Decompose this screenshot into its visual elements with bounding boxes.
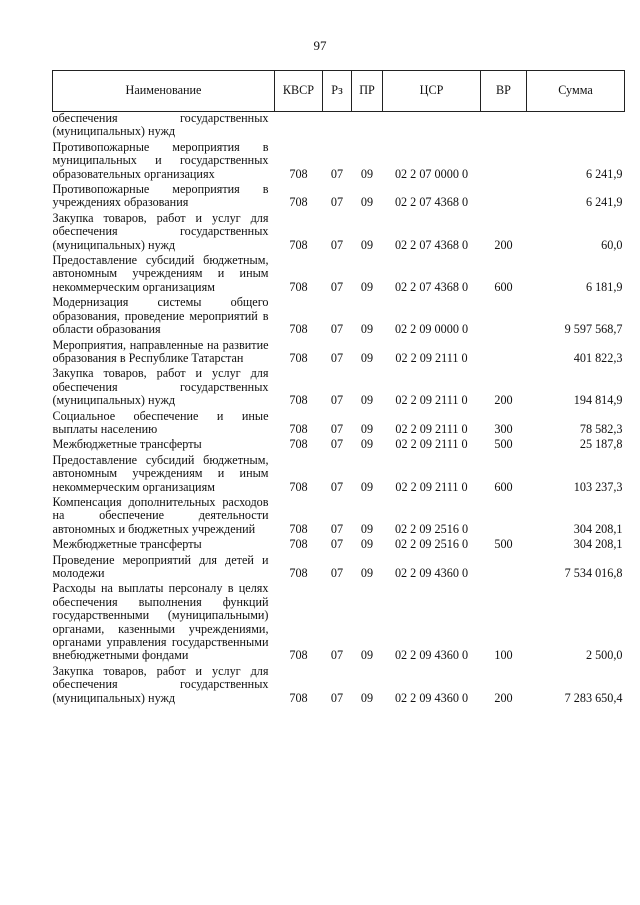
- cell-pr: 09: [360, 566, 374, 580]
- table-row: [53, 112, 625, 140]
- cell-sum: 401 822,3: [573, 350, 623, 365]
- cell-sum: 6 241,9: [585, 166, 623, 181]
- cell-kvsr: 708: [289, 537, 308, 552]
- cell-vr: [481, 112, 527, 140]
- cell-pr: [352, 112, 383, 140]
- cell-name: Мероприятия, направленные на развитие образования в Республике Татарстан: [52, 337, 269, 365]
- cell-name: Проведение мероприятий для детей и молодежи: [52, 552, 269, 580]
- cell-sum: 6 181,9: [585, 279, 623, 294]
- cell-vr: [481, 140, 527, 182]
- cell-rz: 07: [330, 690, 344, 705]
- cell-sum: 304 208,1: [573, 537, 623, 552]
- cell-sum: 304 208,1: [573, 521, 623, 536]
- cell-csr: 02 2 09 2111 0: [395, 479, 468, 494]
- header-rz: Рз: [323, 71, 352, 112]
- cell-csr: 02 2 09 2516 0: [394, 521, 469, 536]
- table-body: [53, 112, 625, 707]
- cell-kvsr: 708: [289, 322, 308, 337]
- header-kvsr: КВСР: [275, 71, 323, 112]
- cell-rz: 07: [330, 521, 344, 536]
- cell-kvsr: 708: [289, 566, 308, 580]
- cell-pr: 09: [360, 322, 374, 337]
- cell-name: Закупка товаров, работ и услуг для обеспечения государственных (муниципальных) нужд: [52, 210, 269, 252]
- cell-pr: 09: [360, 421, 374, 436]
- cell-csr: 02 2 09 2111 0: [395, 437, 468, 452]
- cell-sum: [527, 112, 625, 140]
- cell-kvsr: 708: [289, 350, 308, 365]
- cell-pr: 09: [360, 195, 374, 210]
- cell-vr: 200: [494, 393, 513, 408]
- table-row: [53, 437, 625, 452]
- cell-vr: [481, 338, 527, 367]
- header-csr: ЦСР: [383, 71, 481, 112]
- cell-rz: [323, 112, 352, 140]
- cell-kvsr: 708: [289, 648, 308, 663]
- cell-rz: 07: [330, 350, 344, 365]
- cell-pr: 09: [360, 350, 374, 365]
- cell-name: Модернизация системы общего образования, проведение мероприятий в области образования: [52, 295, 269, 337]
- table-row: [53, 253, 625, 295]
- cell-csr: 02 2 07 4368 0: [394, 279, 469, 294]
- cell-sum: 25 187,8: [579, 437, 623, 452]
- cell-sum: 7 283 650,4: [564, 690, 623, 705]
- cell-vr: [481, 182, 527, 211]
- header-pr: ПР: [352, 71, 383, 112]
- cell-rz: 07: [330, 393, 344, 408]
- table-row: [53, 553, 625, 582]
- cell-rz: 07: [330, 421, 344, 436]
- cell-rz: 07: [330, 166, 344, 181]
- cell-name: Предоставление субсидий бюджетным, автономным учреждениям и иным некоммерческим организациям: [52, 452, 269, 494]
- budget-table: [52, 70, 625, 706]
- cell-name: Закупка товаров, работ и услуг для обеспечения государственных (муниципальных) нужд: [52, 663, 269, 705]
- cell-kvsr: 708: [289, 237, 308, 252]
- table-row: [53, 664, 625, 706]
- cell-pr: 09: [360, 479, 374, 494]
- cell-csr: [383, 112, 481, 140]
- table-row: [53, 182, 625, 211]
- table-row: [53, 453, 625, 495]
- cell-vr: 600: [494, 479, 513, 494]
- cell-pr: 09: [360, 437, 374, 452]
- cell-vr: 200: [494, 690, 513, 705]
- cell-sum: 103 237,3: [573, 479, 623, 494]
- cell-name: Межбюджетные трансферты: [52, 537, 202, 552]
- cell-csr: 02 2 09 4360 0: [394, 566, 469, 580]
- cell-rz: 07: [330, 322, 344, 337]
- cell-csr: 02 2 09 2516 0: [394, 537, 469, 552]
- cell-kvsr: 708: [289, 279, 308, 294]
- cell-rz: 07: [330, 237, 344, 252]
- cell-name: Расходы на выплаты персоналу в целях обеспечения выполнения функций государственными (муниципальными) органами, казенными учреждениями, органами управления государственными внебюджетными фондами: [52, 581, 269, 663]
- cell-vr: 500: [494, 537, 513, 552]
- cell-kvsr: 708: [289, 393, 308, 408]
- cell-kvsr: 708: [289, 166, 308, 181]
- cell-vr: [481, 295, 527, 337]
- header-vr: ВР: [481, 71, 527, 112]
- cell-sum: 6 241,9: [585, 195, 623, 210]
- table-row: [53, 338, 625, 367]
- cell-sum: 9 597 568,7: [564, 322, 623, 337]
- cell-rz: 07: [330, 195, 344, 210]
- cell-name: Предоставление субсидий бюджетным, автономным учреждениям и иным некоммерческим организациям: [52, 253, 269, 294]
- table-row: [53, 295, 625, 337]
- cell-kvsr: 708: [289, 479, 308, 494]
- cell-csr: 02 2 09 2111 0: [395, 393, 468, 408]
- cell-csr: 02 2 09 4360 0: [394, 690, 469, 705]
- cell-pr: 09: [360, 279, 374, 294]
- cell-pr: 09: [360, 690, 374, 705]
- cell-csr: 02 2 09 2111 0: [395, 421, 468, 436]
- cell-name: Компенсация дополнительных расходов на обеспечение деятельности автономных и бюджетных учреждений: [52, 494, 269, 536]
- table-row: [53, 495, 625, 537]
- cell-kvsr: [275, 112, 323, 140]
- cell-vr: [481, 495, 527, 537]
- page-number: 97: [313, 38, 327, 53]
- cell-kvsr: 708: [289, 521, 308, 536]
- cell-sum: 194 814,9: [573, 393, 623, 408]
- table-row: [53, 140, 625, 182]
- cell-name: Противопожарные мероприятия в муниципальных и государственных образовательных организациях: [52, 139, 269, 181]
- cell-rz: 07: [330, 648, 344, 663]
- table-header-row: [53, 71, 625, 112]
- cell-name: Противопожарные мероприятия в учреждениях образования: [52, 182, 269, 210]
- cell-name: Социальное обеспечение и иные выплаты населению: [52, 408, 269, 436]
- table-row: [53, 366, 625, 408]
- table-row: [53, 211, 625, 253]
- cell-kvsr: 708: [289, 437, 308, 452]
- cell-pr: 09: [360, 537, 374, 552]
- cell-pr: 09: [360, 166, 374, 181]
- cell-name: Закупка товаров, работ и услуг для обеспечения государственных (муниципальных) нужд: [52, 366, 269, 408]
- cell-sum: 60,0: [601, 237, 623, 252]
- table-row: [53, 409, 625, 438]
- cell-vr: 100: [494, 648, 513, 663]
- cell-csr: 02 2 09 0000 0: [394, 322, 469, 337]
- cell-sum: 7 534 016,8: [564, 566, 623, 580]
- cell-vr: 300: [494, 421, 513, 436]
- cell-rz: 07: [330, 537, 344, 552]
- cell-vr: 600: [494, 279, 513, 294]
- cell-csr: 02 2 09 4360 0: [394, 648, 469, 663]
- cell-vr: [481, 553, 527, 582]
- header-sum: Сумма: [527, 71, 625, 112]
- cell-rz: 07: [330, 479, 344, 494]
- cell-pr: 09: [360, 393, 374, 408]
- cell-rz: 07: [330, 279, 344, 294]
- cell-rz: 07: [330, 566, 344, 580]
- cell-rz: 07: [330, 437, 344, 452]
- cell-name: Межбюджетные трансферты: [52, 437, 202, 452]
- cell-pr: 09: [360, 237, 374, 252]
- cell-csr: 02 2 09 2111 0: [395, 350, 468, 365]
- cell-vr: 200: [494, 237, 513, 252]
- cell-pr: 09: [360, 648, 374, 663]
- cell-sum: 78 582,3: [579, 421, 623, 436]
- cell-sum: 2 500,0: [585, 648, 623, 663]
- cell-kvsr: 708: [289, 195, 308, 210]
- table-row: [53, 537, 625, 552]
- cell-pr: 09: [360, 521, 374, 536]
- table-row: [53, 581, 625, 663]
- cell-csr: 02 2 07 4368 0: [394, 195, 469, 210]
- header-name: Наименование: [53, 71, 275, 112]
- cell-vr: 500: [494, 437, 513, 452]
- cell-kvsr: 708: [289, 421, 308, 436]
- cell-csr: 02 2 07 4368 0: [394, 237, 469, 252]
- cell-name: обеспечения государственных (муниципальных) нужд: [52, 111, 269, 139]
- cell-kvsr: 708: [289, 690, 308, 705]
- cell-csr: 02 2 07 0000 0: [394, 166, 469, 181]
